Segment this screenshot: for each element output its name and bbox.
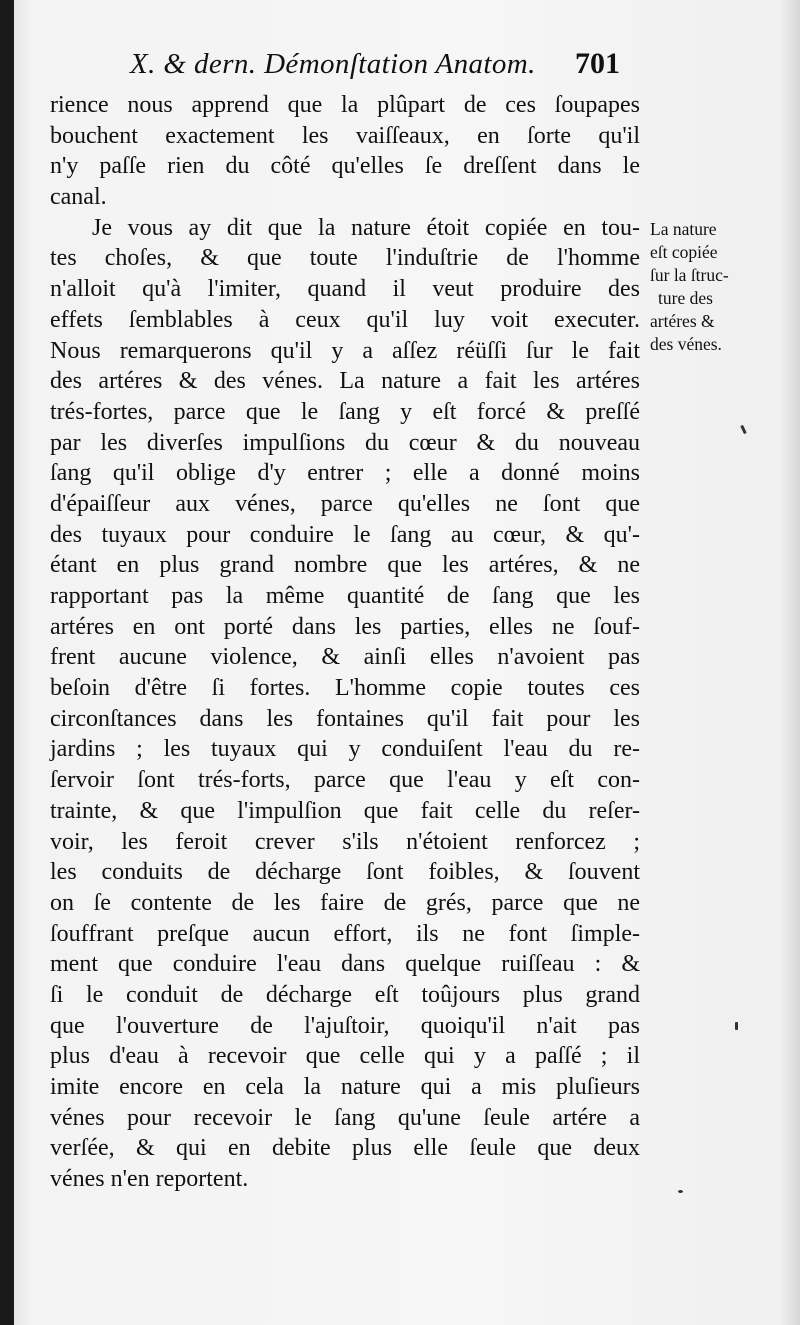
text-line: frent aucune violence, & ainſi elles n'avoient pas (50, 644, 640, 671)
margin-note-line: ſur la ſtruc- (650, 265, 729, 285)
text-line: canal. (50, 184, 107, 211)
text-line: ſang qu'il oblige d'y entrer ; elle a donné moins (50, 460, 640, 487)
text-line: vénes n'en reportent. (50, 1166, 249, 1193)
text-line: plus d'eau à recevoir que celle qui y a paſſé ; il (50, 1043, 640, 1070)
text-line: rapportant pas la même quantité de ſang que les (50, 583, 640, 609)
paragraph-start-line: Je vous ay dit que la nature étoit copiée en tou- (92, 214, 640, 241)
margin-note-line: eſt copiée (650, 242, 718, 262)
text-line: tes choſes, & que toute l'induſtrie de l'homme (50, 245, 640, 272)
text-line: ſi le conduit de décharge eſt toûjours plus grand (50, 981, 640, 1008)
text-line: ment que conduire l'eau dans quelque ruiſſeau : & (50, 951, 640, 978)
text-line: effets ſemblables à ceux qu'il luy voit executer. (50, 306, 640, 333)
text-line: trés-fortes, parce que le ſang y eſt forcé & preſſé (50, 398, 640, 425)
text-line: on ſe contente de les faire de grés, parce que ne (50, 889, 640, 916)
text-line: des tuyaux pour conduire le ſang au cœur, & qu'- (50, 521, 640, 548)
text-line: des artéres & des vénes. La nature a fait les artéres (50, 368, 640, 395)
text-line: voir, les feroit crever s'ils n'étoient renforcez ; (50, 828, 640, 855)
margin-note-line: des vénes. (650, 334, 722, 354)
text-line: verſée, & qui en debite plus elle ſeule que deux (50, 1135, 640, 1162)
text-line: beſoin d'être ſi fortes. L'homme copie toutes ces (50, 675, 640, 702)
text-line: que l'ouverture de l'ajuſtoir, quoiqu'il n'ait pas (50, 1012, 640, 1039)
page-edge-shadow (780, 0, 800, 1325)
margin-note-line: La nature (650, 219, 717, 239)
text-line: bouchent exactement les vaiſſeaux, en ſorte qu'il (50, 122, 640, 149)
ink-speck (678, 1190, 683, 1193)
text-line: les conduits de décharge ſont foibles, & ſouvent (50, 859, 640, 886)
text-line: Nous remarquerons qu'il y a aſſez réüſſi ſur le fait (50, 337, 640, 364)
page-gutter-shadow (0, 0, 14, 1325)
margin-note-line: artéres & (650, 311, 715, 331)
text-line: n'y paſſe rien du côté qu'elles ſe dreſſent dans le (50, 153, 640, 180)
page-number: 701 (575, 47, 620, 80)
text-line: trainte, & que l'impulſion que fait celle du reſer- (50, 797, 640, 824)
margin-note (650, 218, 770, 356)
body-text (50, 90, 640, 1195)
text-line: imite encore en cela la nature qui a mis pluſieurs (50, 1074, 640, 1100)
text-line: n'alloit qu'à l'imiter, quand il veut produire des (50, 276, 640, 303)
text-line: d'épaiſſeur aux vénes, parce qu'elles ne ſont que (50, 490, 640, 517)
text-line: circonſtances dans les fontaines qu'il fait pour les (50, 705, 640, 732)
text-line: rience nous apprend que la plûpart de ces ſoupapes (50, 92, 640, 118)
running-title: X. & dern. Démonſtation Anatom. (130, 48, 536, 80)
text-line: jardins ; les tuyaux qui y conduiſent l'eau du re- (50, 736, 640, 763)
text-line: artéres en ont porté dans les parties, elles ne ſouf- (50, 613, 640, 640)
text-line: vénes pour recevoir le ſang qu'une ſeule artére a (50, 1104, 640, 1131)
text-line: ſouffrant preſque aucun effort, ils ne font ſimple- (50, 920, 640, 947)
ink-speck (740, 425, 747, 434)
ink-speck (735, 1022, 738, 1030)
margin-note-line: ture des (658, 288, 713, 308)
text-line: ſervoir ſont trés-forts, parce que l'eau y eſt con- (50, 767, 640, 794)
text-line: par les diverſes impulſions du cœur & du nouveau (50, 429, 640, 456)
text-line: étant en plus grand nombre que les artéres, & ne (50, 552, 640, 579)
